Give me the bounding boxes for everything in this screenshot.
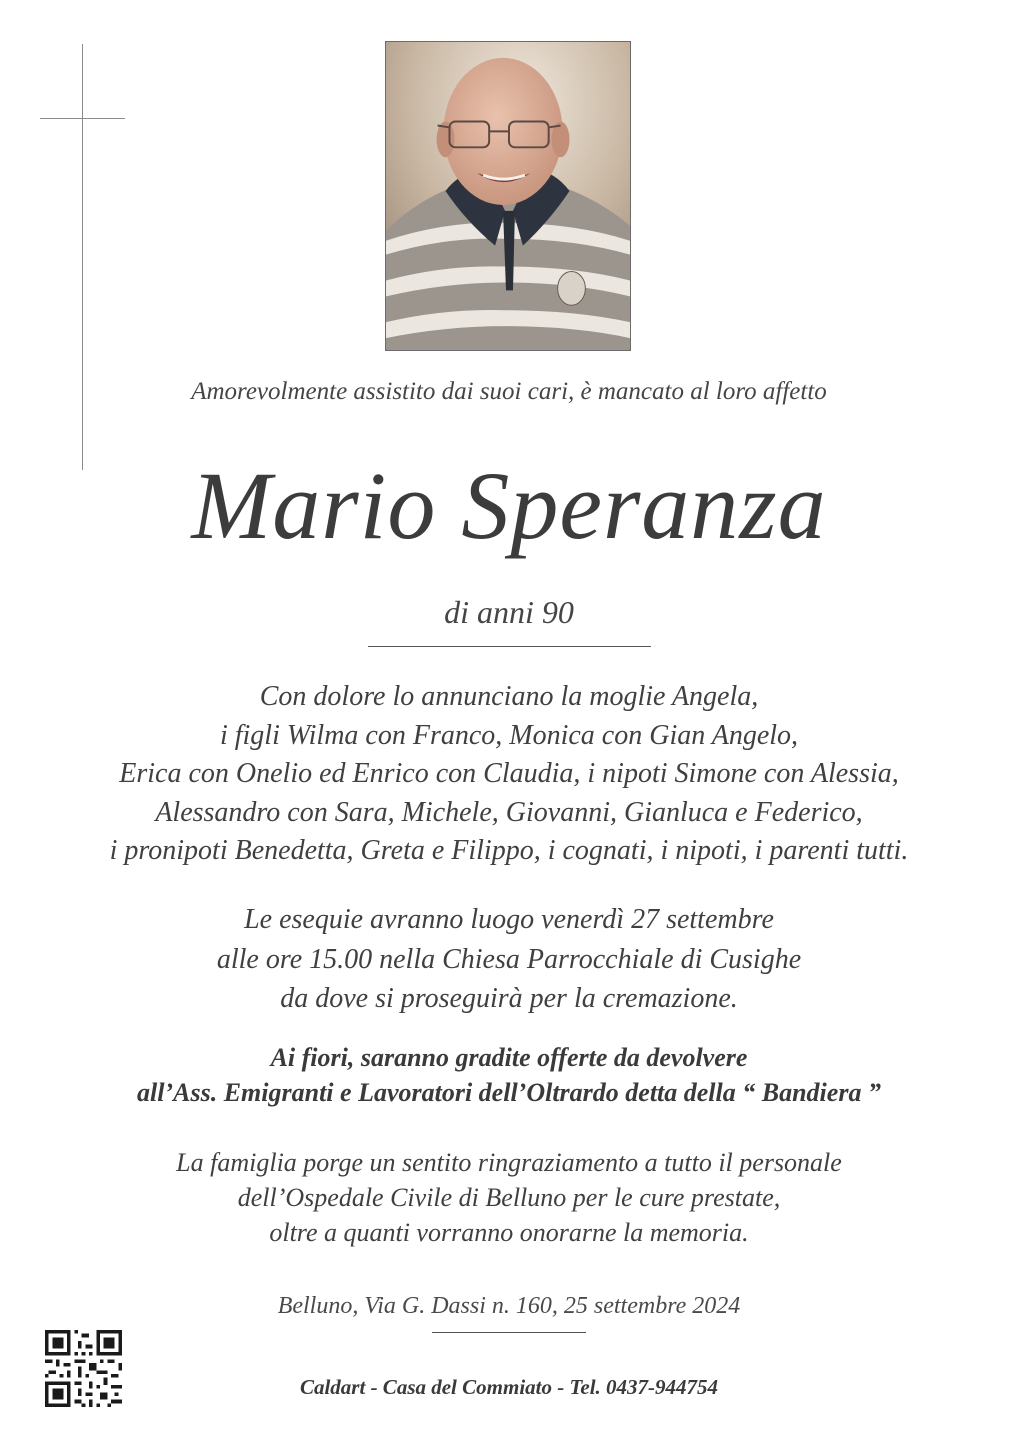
place-date-text: Belluno, Via G. Dassi n. 160, 25 settembre 2024 bbox=[277, 1293, 741, 1319]
cross-horizontal-line bbox=[40, 118, 125, 119]
qr-code-icon[interactable] bbox=[45, 1330, 122, 1407]
thanks-line: dell’Ospedale Civile di Belluno per le cure prestate, bbox=[237, 1183, 781, 1212]
age-text: di anni 90 bbox=[444, 594, 574, 630]
flowers-paragraph bbox=[0, 1040, 1018, 1110]
place-date bbox=[0, 1290, 1018, 1322]
announcement-paragraph bbox=[0, 678, 1018, 871]
intro-text: Amorevolmente assistito dai suoi cari, è mancato al loro affetto bbox=[191, 378, 827, 405]
funeral-line: Le esequie avranno luogo venerdì 27 settembre bbox=[244, 904, 774, 935]
funeral-home-text: Caldart - Casa del Commiato - Tel. 0437-944754 bbox=[299, 1375, 719, 1399]
announcement-line: Alessandro con Sara, Michele, Giovanni, Gianluca e Federico, bbox=[155, 796, 863, 828]
thanks-paragraph bbox=[0, 1145, 1018, 1250]
thanks-line: La famiglia porge un sentito ringraziamento a tutto il personale bbox=[176, 1148, 842, 1177]
funeral-home-footer bbox=[0, 1373, 1018, 1401]
flowers-line: Ai fiori, saranno gradite offerte da devolvere bbox=[270, 1043, 748, 1072]
announcement-line: Con dolore lo annunciano la moglie Angela, bbox=[259, 681, 759, 712]
announcement-line: Erica con Onelio ed Enrico con Claudia, i nipoti Simone con Alessia, bbox=[119, 758, 899, 789]
thanks-line: oltre a quanti vorranno onorarne la memoria. bbox=[269, 1218, 749, 1247]
deceased-name: Mario Speranza bbox=[191, 452, 827, 559]
divider-line bbox=[368, 646, 651, 647]
flowers-line: all’Ass. Emigranti e Lavoratori dell’Oltrardo detta della “ Bandiera ” bbox=[137, 1078, 881, 1107]
announcement-line: i figli Wilma con Franco, Monica con Gian Angelo, bbox=[219, 719, 799, 751]
portrait-photo bbox=[385, 41, 631, 351]
announcement-line: i pronipoti Benedetta, Greta e Filippo, i cognati, i nipoti, i parenti tutti. bbox=[109, 835, 909, 866]
funeral-paragraph bbox=[0, 900, 1018, 1019]
funeral-line: alle ore 15.00 nella Chiesa Parrocchiale di Cusighe bbox=[216, 943, 802, 975]
funeral-line: da dove si proseguirà per la cremazione. bbox=[280, 983, 738, 1014]
cross-vertical-line bbox=[82, 44, 83, 470]
footer-divider-line bbox=[432, 1332, 586, 1333]
